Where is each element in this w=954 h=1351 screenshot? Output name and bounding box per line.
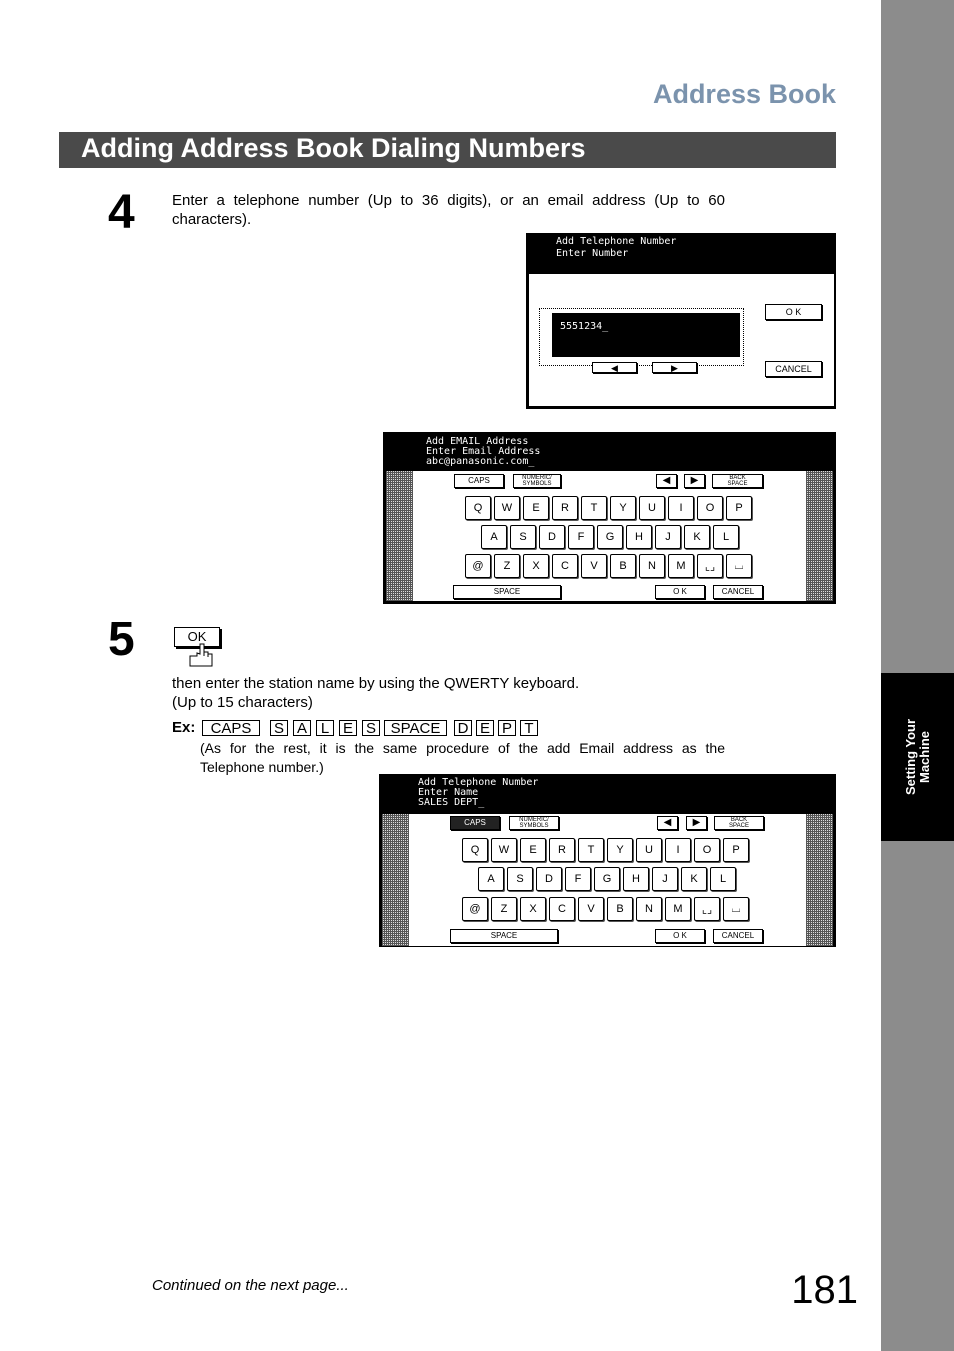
key-row3-9[interactable]: ⌴ [723, 897, 749, 921]
key-row3-8[interactable]: ⌞⌟ [694, 897, 720, 921]
key-row1-3[interactable]: R [552, 496, 578, 520]
key-row2-3[interactable]: F [565, 867, 591, 891]
number-value: 5551234_ [560, 321, 609, 332]
ok-button[interactable]: O K [765, 304, 822, 320]
key-row2-8[interactable]: L [713, 525, 739, 549]
ok-button[interactable]: O K [655, 929, 705, 943]
key-row2-6[interactable]: J [655, 525, 681, 549]
key-row1-7[interactable]: I [668, 496, 694, 520]
key-row3-2[interactable]: X [520, 897, 546, 921]
caps-button[interactable]: CAPS [454, 474, 504, 488]
screen3-line1: Add Telephone Number [418, 777, 539, 788]
key-row2-5[interactable]: H [623, 867, 649, 891]
key-row3-7[interactable]: M [665, 897, 691, 921]
key-row3-0[interactable]: @ [465, 554, 491, 578]
example-key: S [270, 720, 288, 736]
numeric-symbols-button[interactable]: NUMERIC/ SYMBOLS [513, 474, 561, 488]
key-row3-2[interactable]: X [523, 554, 549, 578]
screen2-line1: Add EMAIL Address [426, 436, 529, 447]
key-row2-5[interactable]: H [626, 525, 652, 549]
key-row2-7[interactable]: K [681, 867, 707, 891]
left-arrow-button[interactable]: ◀ [656, 474, 677, 488]
key-row2-1[interactable]: S [507, 867, 533, 891]
step-5-note-1: (As for the rest, it is the same procedure of the add Email address as the [200, 740, 725, 756]
key-row2-0[interactable]: A [478, 867, 504, 891]
key-row1-0[interactable]: Q [465, 496, 491, 520]
screen2-line3: abc@panasonic.com_ [426, 456, 535, 467]
example-key: CAPS [202, 720, 260, 736]
screen-email-entry [383, 432, 836, 604]
key-row2-4[interactable]: G [594, 867, 620, 891]
example-key: D [454, 720, 472, 736]
step-4-number: 4 [108, 186, 135, 239]
key-row2-2[interactable]: D [536, 867, 562, 891]
key-row2-1[interactable]: S [510, 525, 536, 549]
screen-name-entry [379, 774, 836, 947]
example-label: Ex: [172, 719, 196, 736]
example-key: L [316, 720, 334, 736]
screen3-line2: Enter Name [418, 787, 479, 798]
cancel-button[interactable]: CANCEL [765, 361, 822, 377]
section-title: Address Book [652, 79, 836, 109]
screen1-line2: Enter Number [556, 248, 629, 259]
continued-note: Continued on the next page... [152, 1277, 349, 1294]
key-row3-5[interactable]: B [607, 897, 633, 921]
chapter-tab [881, 673, 954, 841]
finger-press-icon [186, 642, 214, 668]
right-arrow-button[interactable]: ▶ [684, 474, 705, 488]
key-row1-9[interactable]: P [726, 496, 752, 520]
ok-button[interactable]: O K [655, 585, 705, 599]
space-button[interactable]: SPACE [453, 585, 561, 599]
key-row2-0[interactable]: A [481, 525, 507, 549]
back-space-button[interactable]: BACK SPACE [712, 474, 763, 488]
left-arrow-button[interactable]: ◀ [657, 816, 678, 830]
key-row1-2[interactable]: E [523, 496, 549, 520]
key-row1-3[interactable]: R [549, 838, 575, 862]
example-key: P [498, 720, 516, 736]
step-5-number: 5 [108, 613, 135, 666]
page-number: 181 [791, 1268, 858, 1312]
step-5-text-2: (Up to 15 characters) [172, 694, 313, 711]
number-field[interactable] [552, 313, 740, 357]
key-row1-1[interactable]: W [494, 496, 520, 520]
screen2-line2: Enter Email Address [426, 446, 541, 457]
chapter-tab-line1: Setting Your [902, 718, 918, 796]
key-row3-1[interactable]: Z [494, 554, 520, 578]
key-row1-4[interactable]: T [581, 496, 607, 520]
key-row1-5[interactable]: Y [610, 496, 636, 520]
key-row3-4[interactable]: V [581, 554, 607, 578]
key-row1-1[interactable]: W [491, 838, 517, 862]
step-5-text-1: then enter the station name by using the QWERTY keyboard. [172, 675, 580, 692]
key-row1-8[interactable]: O [697, 496, 723, 520]
example-key: SPACE [384, 720, 447, 736]
key-row2-4[interactable]: G [597, 525, 623, 549]
key-row1-6[interactable]: U [636, 838, 662, 862]
step-5-note-2: Telephone number.) [200, 759, 324, 775]
key-row3-3[interactable]: C [549, 897, 575, 921]
key-row3-6[interactable]: N [636, 897, 662, 921]
key-row1-4[interactable]: T [578, 838, 604, 862]
title-bar [59, 132, 836, 168]
key-row1-9[interactable]: P [723, 838, 749, 862]
ok-key: OK [174, 627, 220, 647]
key-row2-8[interactable]: L [710, 867, 736, 891]
key-row3-9[interactable]: ⌴ [726, 554, 752, 578]
example-key: S [362, 720, 380, 736]
right-arrow-button[interactable]: ▶ [686, 816, 707, 830]
key-row3-4[interactable]: V [578, 897, 604, 921]
page-title: Adding Address Book Dialing Numbers [81, 133, 586, 163]
key-row1-6[interactable]: U [639, 496, 665, 520]
numeric-symbols-button[interactable]: NUMERIC/ SYMBOLS [509, 816, 559, 830]
key-row3-7[interactable]: M [668, 554, 694, 578]
screen1-line1: Add Telephone Number [556, 236, 677, 247]
key-row1-2[interactable]: E [520, 838, 546, 862]
back-space-button[interactable]: BACK SPACE [714, 816, 764, 830]
chapter-tab-line2: Machine [916, 730, 932, 784]
cursor-right-button[interactable]: ▶ [652, 362, 697, 373]
key-row2-6[interactable]: J [652, 867, 678, 891]
key-row1-8[interactable]: O [694, 838, 720, 862]
key-row2-7[interactable]: K [684, 525, 710, 549]
example-key: E [476, 720, 494, 736]
key-row3-8[interactable]: ⌞⌟ [697, 554, 723, 578]
key-row3-0[interactable]: @ [462, 897, 488, 921]
key-row3-1[interactable]: Z [491, 897, 517, 921]
key-row1-7[interactable]: I [665, 838, 691, 862]
key-row1-5[interactable]: Y [607, 838, 633, 862]
key-row3-6[interactable]: N [639, 554, 665, 578]
example-key: E [339, 720, 357, 736]
step-4-text: Enter a telephone number (Up to 36 digits), or an email address (Up to 60 characters). [172, 192, 725, 228]
key-row2-3[interactable]: F [568, 525, 594, 549]
key-row3-5[interactable]: B [610, 554, 636, 578]
key-row2-2[interactable]: D [539, 525, 565, 549]
cancel-button[interactable]: CANCEL [713, 585, 763, 599]
cancel-button[interactable]: CANCEL [713, 929, 763, 943]
screen3-line3: SALES DEPT_ [418, 797, 485, 808]
caps-button[interactable]: CAPS [450, 816, 500, 830]
key-row3-3[interactable]: C [552, 554, 578, 578]
screen-telephone-entry [526, 233, 836, 409]
example-key: A [293, 720, 311, 736]
space-button[interactable]: SPACE [450, 929, 558, 943]
cursor-left-button[interactable]: ◀ [592, 362, 637, 373]
key-row1-0[interactable]: Q [462, 838, 488, 862]
example-key: T [520, 720, 538, 736]
